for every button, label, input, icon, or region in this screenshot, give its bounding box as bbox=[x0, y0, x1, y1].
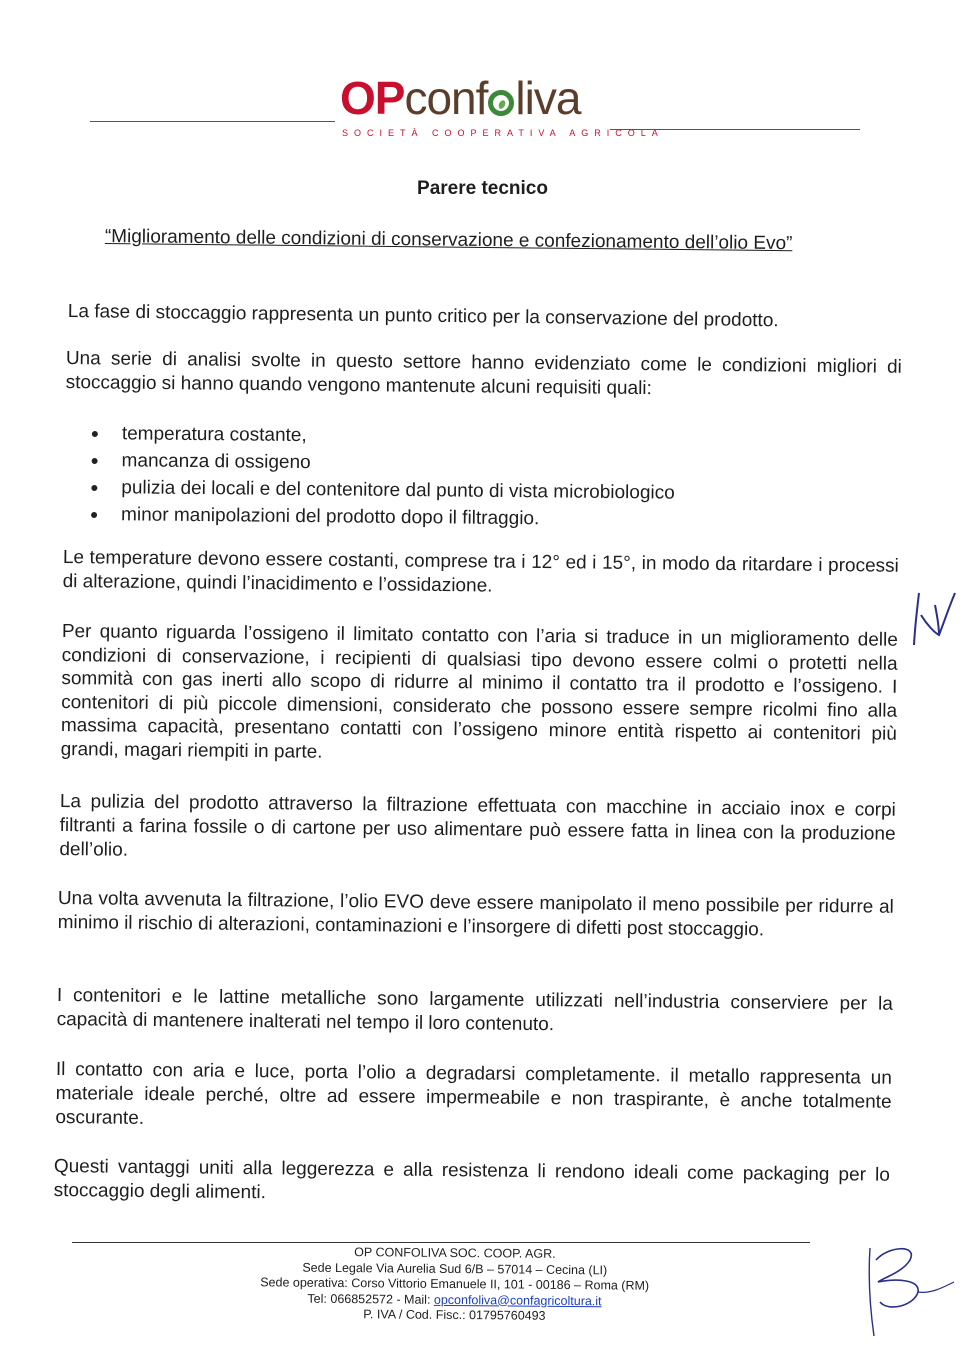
document-title: Parere tecnico bbox=[417, 178, 548, 199]
footer-vat: P. IVA / Cod. Fisc.: 01795760493 bbox=[363, 1307, 546, 1323]
paragraph-temperature: Le temperature devono essere costanti, comprese tra i 12° ed i 15°, in modo da ritardare i processi di alterazione, quindi l’inacidimento e l’ossidazione. bbox=[62, 546, 899, 597]
paragraph-containers: I contenitori e le lattine metalliche sono largamente utilizzati nell’industria conserviere per la capacità di mantenere inalterati nel tempo il loro contenuto. bbox=[56, 984, 893, 1036]
list-item: mancanza di ossigeno bbox=[91, 447, 675, 480]
header-rule-left bbox=[90, 121, 335, 122]
footer-company: OP CONFOLIVA SOC. COOP. AGR. bbox=[354, 1245, 556, 1261]
footer-rule bbox=[72, 1242, 810, 1243]
handwritten-initials-signature bbox=[905, 585, 960, 655]
handwritten-signature bbox=[858, 1238, 958, 1343]
paragraph-filtration: Una volta avvenuta la filtrazione, l’olio EVO deve essere manipolato il meno possibile per ridurre al minimo il rischio di alterazioni, contaminazioni e l’insorgere di difetti post stoccaggio. bbox=[57, 887, 894, 941]
bullet-icon bbox=[91, 485, 97, 491]
footer-contacts: Tel: 066852572 - Mail: opconfoliva@confagricoltura.it bbox=[307, 1291, 602, 1308]
footer bbox=[229, 1244, 680, 1325]
company-logo bbox=[330, 72, 664, 142]
paragraph-contact: Il contatto con aria e luce, porta l’olio a degradarsi completamente. il metallo rappresenta un materiale ideale perché, oltre ad essere impermeabile e non traspirante, è anche totalmente oscurante. bbox=[55, 1059, 892, 1129]
logo-subtitle: SOCIETÀ COOPERATIVA AGRICOLA bbox=[342, 128, 664, 138]
document-subtitle: “Miglioramento delle condizioni di conservazione e confezionamento dell’olio Evo” bbox=[104, 226, 793, 255]
list-item: temperatura costante, bbox=[92, 420, 676, 453]
olive-icon bbox=[488, 90, 514, 116]
paragraph-advantages: Questi vantaggi uniti alla leggerezza e alla resistenza li rendono ideali come packaging per lo stoccaggio degli alimenti. bbox=[53, 1156, 890, 1204]
bullet-icon bbox=[92, 458, 98, 464]
paragraph-intro: La fase di stoccaggio rappresenta un punto critico per la conservazione del prodotto. bbox=[67, 300, 779, 332]
list-item: pulizia dei locali e del contenitore dal punto di vista microbiologico bbox=[91, 474, 675, 507]
paragraph-oxygen: Per quanto riguarda l’ossigeno il limitato contatto con l’aria si traduce in un miglioramento delle condizioni di conservazione, i recipienti di qualsiasi tipo devono essere colmi o protetti nella sommità con gas inerti allo scopo di ridurre al minimo il contatto tra il prodotto e l’ossigeno. I contenitori di più piccole dimensioni, considerato che possono essere sempre ricolmi fino alla massima capacità, presentano contatti con l’ossigeno minore entità rispetto ai contenitori più grandi, magari riempiti in parte. bbox=[60, 620, 898, 763]
logo-wordmark: OPconf liva bbox=[340, 72, 581, 124]
email-link[interactable]: opconfoliva@confagricoltura.it bbox=[433, 1292, 602, 1308]
bullet-icon bbox=[92, 431, 98, 437]
bullet-icon bbox=[91, 512, 97, 518]
footer-legal-seat: Sede Legale Via Aurelia Sud 6/B – 57014 – Cecina (LI) bbox=[302, 1260, 608, 1277]
paragraph-analysis: Una serie di analisi svolte in questo settore hanno evidenziato come le condizioni migliori di stoccaggio si hanno quando vengono mantenute alcuni requisiti quali: bbox=[65, 347, 902, 400]
paragraph-cleaning: La pulizia del prodotto attraverso la filtrazione effettuata con macchine in acciaio inox e corpi filtranti a farina fossile o di cartone per uso alimentare può essere fatta in linea con la produzione dell’olio. bbox=[59, 790, 896, 861]
header-rule-right bbox=[610, 129, 860, 130]
footer-operative-seat: Sede operativa: Corso Vittorio Emanuele II, 101 - 00186 – Roma (RM) bbox=[260, 1275, 650, 1293]
list-item: minor manipolazioni del prodotto dopo il filtraggio. bbox=[91, 501, 675, 534]
requirements-list bbox=[91, 420, 675, 534]
